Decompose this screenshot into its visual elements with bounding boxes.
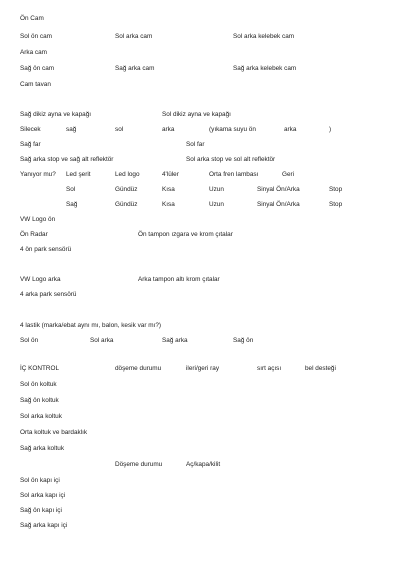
light-row-sag-stop: Stop	[329, 201, 343, 208]
header-orta-fren: Orta fren lambası	[209, 171, 259, 178]
label-sag-arka-kelebek-cam: Sağ arka kelebek cam	[233, 65, 297, 72]
label-sag-arka-kapi: Sağ arka kapı içi	[20, 522, 68, 529]
light-row-sol-stop: Stop	[329, 186, 343, 193]
label-sol-dikiz: Sol dikiz ayna ve kapağı	[162, 111, 231, 118]
label-lastik-sag-arka: Sağ arka	[162, 337, 188, 344]
light-row-sag-kisa: Kısa	[162, 201, 175, 208]
label-cam-tavan: Cam tavan	[20, 81, 51, 88]
light-row-sol-uzun: Uzun	[209, 186, 224, 193]
label-silecek-sol: sol	[115, 126, 124, 133]
label-sol-arka-kapi: Sol arka kapı içi	[20, 492, 66, 499]
label-sol-on-kapi: Sol ön kapı içi	[20, 477, 60, 484]
label-lastik-title: 4 lastik (marka/ebat aynı mı, balon, kesik var mı?)	[20, 322, 161, 329]
label-yaniyor: Yanıyor mu?	[20, 171, 56, 178]
label-silecek: Silecek	[20, 126, 41, 133]
label-sol-on-cam: Sol ön cam	[20, 33, 52, 40]
label-on-tampon: Ön tampon ızgara ve krom çıtalar	[138, 231, 233, 238]
label-yikama: (yıkama suyu ön	[209, 126, 256, 133]
label-sag-on-cam: Sağ ön cam	[20, 65, 55, 72]
header-doseme-kapi: Döşeme durumu	[115, 461, 163, 468]
label-arka-tampon: Arka tampon altı krom çıtalar	[138, 276, 220, 283]
header-geri: Geri	[282, 171, 295, 178]
label-sag-on-koltuk: Sağ ön koltuk	[20, 397, 59, 404]
label-lastik-sag-on: Sağ ön	[233, 337, 254, 344]
label-arka-park: 4 arka park sensörü	[20, 291, 77, 298]
label-sag-on-kapi: Sağ ön kapı içi	[20, 507, 62, 514]
header-doseme: döşeme durumu	[115, 365, 162, 372]
label-sol-arka-kelebek-cam: Sol arka kelebek cam	[233, 33, 295, 40]
label-on-park: 4 ön park sensörü	[20, 246, 72, 253]
label-sol-arka-stop: Sol arka stop ve sol alt reflektör	[186, 156, 276, 163]
label-ic-kontrol: İÇ KONTROL	[20, 365, 60, 372]
light-row-sag-sinyal: Sinyal Ön/Arka	[257, 201, 300, 208]
label-vw-logo-arka: VW Logo arka	[20, 276, 61, 283]
light-row-sag-side: Sağ	[66, 201, 78, 208]
label-sag-arka-stop: Sağ arka stop ve sağ alt reflektör	[20, 156, 114, 163]
header-ileri-geri: ileri/geri ray	[186, 365, 220, 372]
header-led-logo: Led logo	[115, 171, 140, 178]
light-row-sag-gunduz: Gündüz	[115, 201, 138, 208]
label-arka-cam: Arka cam	[20, 49, 47, 56]
light-row-sol-gunduz: Gündüz	[115, 186, 138, 193]
label-sol-far: Sol far	[186, 141, 205, 148]
label-sag-dikiz: Sağ dikiz ayna ve kapağı	[20, 111, 92, 118]
label-on-cam: Ön Cam	[20, 15, 44, 22]
light-row-sol-side: Sol	[66, 186, 76, 193]
label-vw-logo-on: VW Logo ön	[20, 216, 56, 223]
label-silecek-arka: arka	[162, 126, 175, 133]
label-sag-arka-cam: Sağ arka cam	[115, 65, 155, 72]
header-ac-kapa: Aç/kapa/kilit	[186, 461, 221, 468]
light-row-sag-uzun: Uzun	[209, 201, 224, 208]
label-sol-on-koltuk: Sol ön koltuk	[20, 381, 57, 388]
header-bel: bel desteği	[305, 365, 336, 372]
header-led-serit: Led şerit	[66, 171, 91, 178]
label-lastik-sol-on: Sol ön	[20, 337, 39, 344]
label-sag-arka-koltuk: Sağ arka koltuk	[20, 445, 65, 452]
light-row-sol-kisa: Kısa	[162, 186, 175, 193]
label-sol-arka-koltuk: Sol arka koltuk	[20, 413, 62, 420]
light-row-sol-sinyal: Sinyal Ön/Arka	[257, 186, 300, 193]
label-orta-koltuk: Orta koltuk ve bardaklık	[20, 429, 88, 436]
label-yikama-close: )	[329, 126, 332, 133]
label-yikama-arka: arka	[284, 126, 297, 133]
label-on-radar: Ön Radar	[20, 231, 48, 238]
label-silecek-sag: sağ	[66, 126, 77, 133]
label-lastik-sol-arka: Sol arka	[90, 337, 114, 344]
label-sag-far: Sağ far	[20, 141, 41, 148]
label-sol-arka-cam: Sol arka cam	[115, 33, 153, 40]
header-sirt: sırt açısı	[257, 365, 282, 372]
header-4luler: 4'lüler	[162, 171, 179, 178]
